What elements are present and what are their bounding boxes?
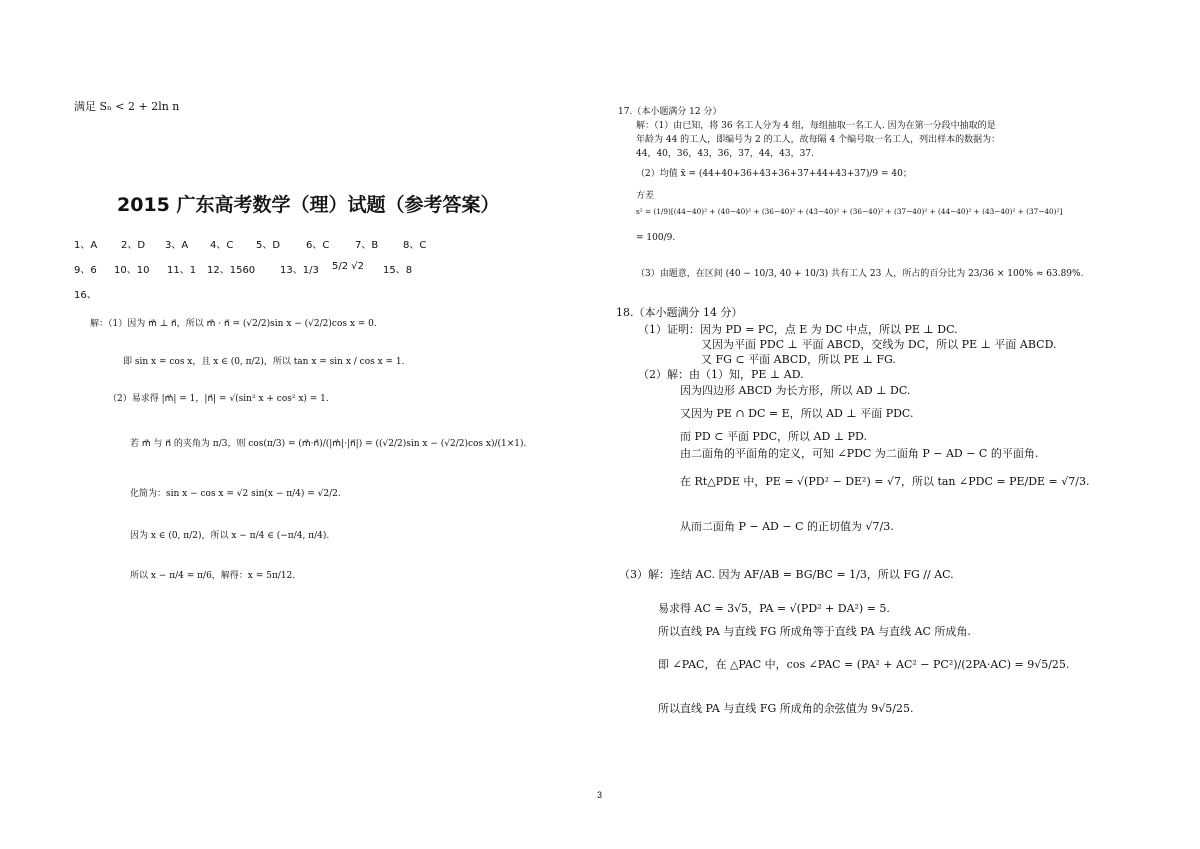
solution-line: 若 m⃗ 与 n⃗ 的夹角为 π/3，则 cos(π/3) = (m⃗·n⃗)/(|m⃗|·|n⃗|) = ((√2/2)sin x − (√2/2)cos x)/(1×1). xyxy=(130,439,527,449)
answer-item: 2、D xyxy=(121,240,146,251)
solution-line: 所以直线 PA 与直线 FG 所成角的余弦值为 9√5/25. xyxy=(658,702,914,715)
answer-item: 15、8 xyxy=(383,265,413,276)
solution-line: 即 ∠PAC，在 △PAC 中，cos ∠PAC = (PA² + AC² − PC²)/(2PA·AC) = 9√5/25. xyxy=(658,658,1070,671)
solution-line: 年龄为 44 的工人，即编号为 2 的工人，故每隔 4 个编号取一名工人，列出样本的数据为： xyxy=(636,135,1001,145)
solution-line: = 100/9. xyxy=(636,233,676,243)
solution-line: 化简为：sin x − cos x = √2 sin(x − π/4) = √2/2. xyxy=(130,489,341,499)
page-title: 2015 广东高考数学（理）试题（参考答案） xyxy=(117,194,500,216)
answer-item: 3、A xyxy=(165,240,189,251)
page-number: 3 xyxy=(597,790,603,800)
solution-line: 从而二面角 P − AD − C 的正切值为 √7/3. xyxy=(680,520,894,533)
solution-line: 因为 x ∈ (0, π/2)，所以 x − π/4 ∈ (−π/4, π/4). xyxy=(130,531,330,541)
solution-line: 由二面角的平面角的定义，可知 ∠PDC 为二面角 P − AD − C 的平面角. xyxy=(680,447,1039,460)
solution-line: 易求得 AC = 3√5，PA = √(PD² + DA²) = 5. xyxy=(658,602,890,615)
solution-line: 又因为 PE ∩ DC = E，所以 AD ⊥ 平面 PDC. xyxy=(680,407,914,420)
answer-item: 11、1 xyxy=(167,265,197,276)
solution-line: （3）解：连结 AC. 因为 AF/AB = BG/BC = 1/3，所以 FG // AC. xyxy=(619,568,954,581)
solution-line: （2）解：由（1）知，PE ⊥ AD. xyxy=(638,368,804,381)
solution-line: 所以 x − π/4 = π/6，解得：x = 5π/12. xyxy=(130,571,296,581)
solution-line: 又因为平面 PDC ⊥ 平面 ABCD，交线为 DC，所以 PE ⊥ 平面 ABCD. xyxy=(701,338,1057,351)
solution-line: （1）证明：因为 PD = PC，点 E 为 DC 中点，所以 PE ⊥ DC. xyxy=(638,323,958,336)
answer-item: 8、C xyxy=(403,240,427,251)
solution-line: 因为四边形 ABCD 为长方形，所以 AD ⊥ DC. xyxy=(680,384,911,397)
solution-line: 即 sin x = cos x，且 x ∈ (0, π/2)，所以 tan x = sin x / cos x = 1. xyxy=(123,357,405,367)
answer-item: 10、10 xyxy=(114,265,150,276)
answer-item: 6、C xyxy=(306,240,330,251)
answer-item: 5/2 √2 xyxy=(332,261,365,272)
answer-item: 1、A xyxy=(74,240,98,251)
question-16-label: 16、 xyxy=(74,290,97,301)
question-17-header: 17.（本小题满分 12 分） xyxy=(618,107,722,117)
solution-line: s² = (1/9)[(44−40)² + (40−40)² + (36−40)² + (43−40)² + (36−40)² + (37−40)² + (44−40)² + (43−40)² + (37−40)²] xyxy=(636,207,1063,216)
answer-item: 12、1560 xyxy=(207,265,256,276)
solution-line: 方差 xyxy=(636,191,655,201)
solution-line: （2）均值 x̄ = (44+40+36+43+36+37+44+43+37)/9 = 40； xyxy=(636,169,912,179)
solution-line: 解：（1）因为 m⃗ ⊥ n⃗，所以 m⃗ · n⃗ = (√2/2)sin x − (√2/2)cos x = 0. xyxy=(90,319,377,329)
solution-line: 在 Rt△PDE 中，PE = √(PD² − DE²) = √7，所以 tan ∠PDC = PE/DE = √7/3. xyxy=(680,475,1090,488)
answer-item: 9、6 xyxy=(74,265,97,276)
solution-line: 44，40，36，43，36，37，44，43，37. xyxy=(636,149,814,159)
answer-item: 7、B xyxy=(355,240,379,251)
answer-item: 13、1/3 xyxy=(280,265,319,276)
question-18-header: 18.（本小题满分 14 分） xyxy=(616,306,743,319)
solution-line: 又 FG ⊂ 平面 ABCD，所以 PE ⊥ FG. xyxy=(701,353,896,366)
solution-line: 解：（1）由已知，将 36 名工人分为 4 组，每组抽取一名工人. 因为在第一分段中抽取的是 xyxy=(636,121,996,131)
answer-item: 4、C xyxy=(210,240,234,251)
answer-item: 5、D xyxy=(256,240,281,251)
solution-line: 而 PD ⊂ 平面 PDC，所以 AD ⊥ PD. xyxy=(680,430,867,443)
solution-line: （3）由题意，在区间 (40 − 10/3, 40 + 10/3) 共有工人 23 人，所占的百分比为 23/36 × 100% ≈ 63.89%. xyxy=(636,269,1084,279)
solution-line: 所以直线 PA 与直线 FG 所成角等于直线 PA 与直线 AC 所成角. xyxy=(658,625,971,638)
previous-answer-tail: 满足 Sₙ < 2 + 2ln n xyxy=(74,100,180,113)
solution-line: （2）易求得 |m⃗| = 1，|n⃗| = √(sin² x + cos² x) = 1. xyxy=(108,394,329,404)
